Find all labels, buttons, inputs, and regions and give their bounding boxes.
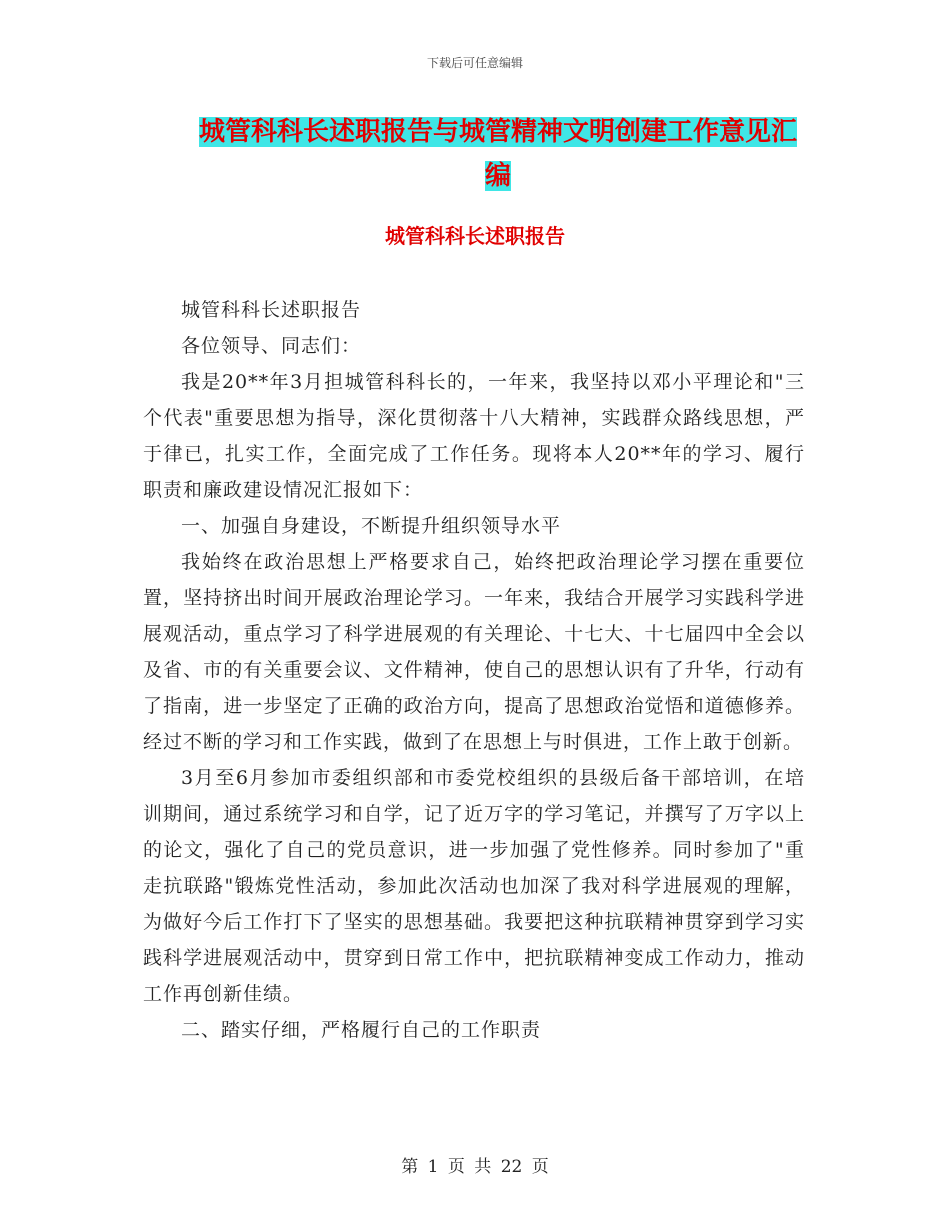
paragraph: 我是20**年3月担城管科科长的，一年来，我坚持以邓小平理论和"三个代表"重要思想为指导，深化贯彻落十八大精神，实践群众路线思想，严于律已，扎实工作，全面完成了工作任务。现将本人20**年的学习、履行职责和廉政建设情况汇报如下： — [143, 371, 805, 501]
paragraph: 3月至6月参加市委组织部和市委党校组织的县级后备干部培训，在培训期间，通过系统学习和自学，记了近万字的学习笔记，并撰写了万字以上的论文，强化了自己的党员意识，进一步加强了党性修养。同时参加了"重走抗联路"锻炼党性活动，参加此次活动也加深了我对科学进展观的理解，为做好今后工作打下了坚实的思想基础。我要把这种抗联精神贯穿到学习实践科学进展观活动中，贯穿到日常工作中，把抗联精神变成工作动力，推动工作再创新佳绩。 — [143, 767, 805, 1005]
paragraph: 我始终在政治思想上严格要求自己，始终把政治理论学习摆在重要位置，坚持挤出时间开展政治理论学习。一年来，我结合开展学习实践科学进展观活动，重点学习了科学进展观的有关理论、十七大、十七届四中全会以及省、市的有关重要会议、文件精神，使自己的思想认识有了升华，行动有了指南，进一步坚定了正确的政治方向，提高了思想政治觉悟和道德修养。经过不断的学习和工作实践，做到了在思想上与时俱进，工作上敢于创新。 — [143, 551, 805, 753]
document-body — [143, 292, 805, 1048]
header-note: 下载后可任意编辑 — [426, 56, 523, 70]
paragraph: 二、踏实仔细，严格履行自己的工作职责 — [181, 1019, 542, 1041]
document-title-text: 城管科科长述职报告与城管精神文明创建工作意见汇编 — [198, 117, 797, 191]
paragraph: 一、加强自身建设，不断提升组织领导水平 — [181, 515, 562, 537]
section-title: 城管科科长述职报告 — [385, 224, 565, 248]
page-footer: 第 1 页 共 22 页 — [401, 1157, 549, 1177]
document-title — [193, 110, 803, 198]
paragraph: 各位领导、同志们： — [181, 335, 362, 357]
paragraph: 城管科科长述职报告 — [181, 299, 362, 321]
